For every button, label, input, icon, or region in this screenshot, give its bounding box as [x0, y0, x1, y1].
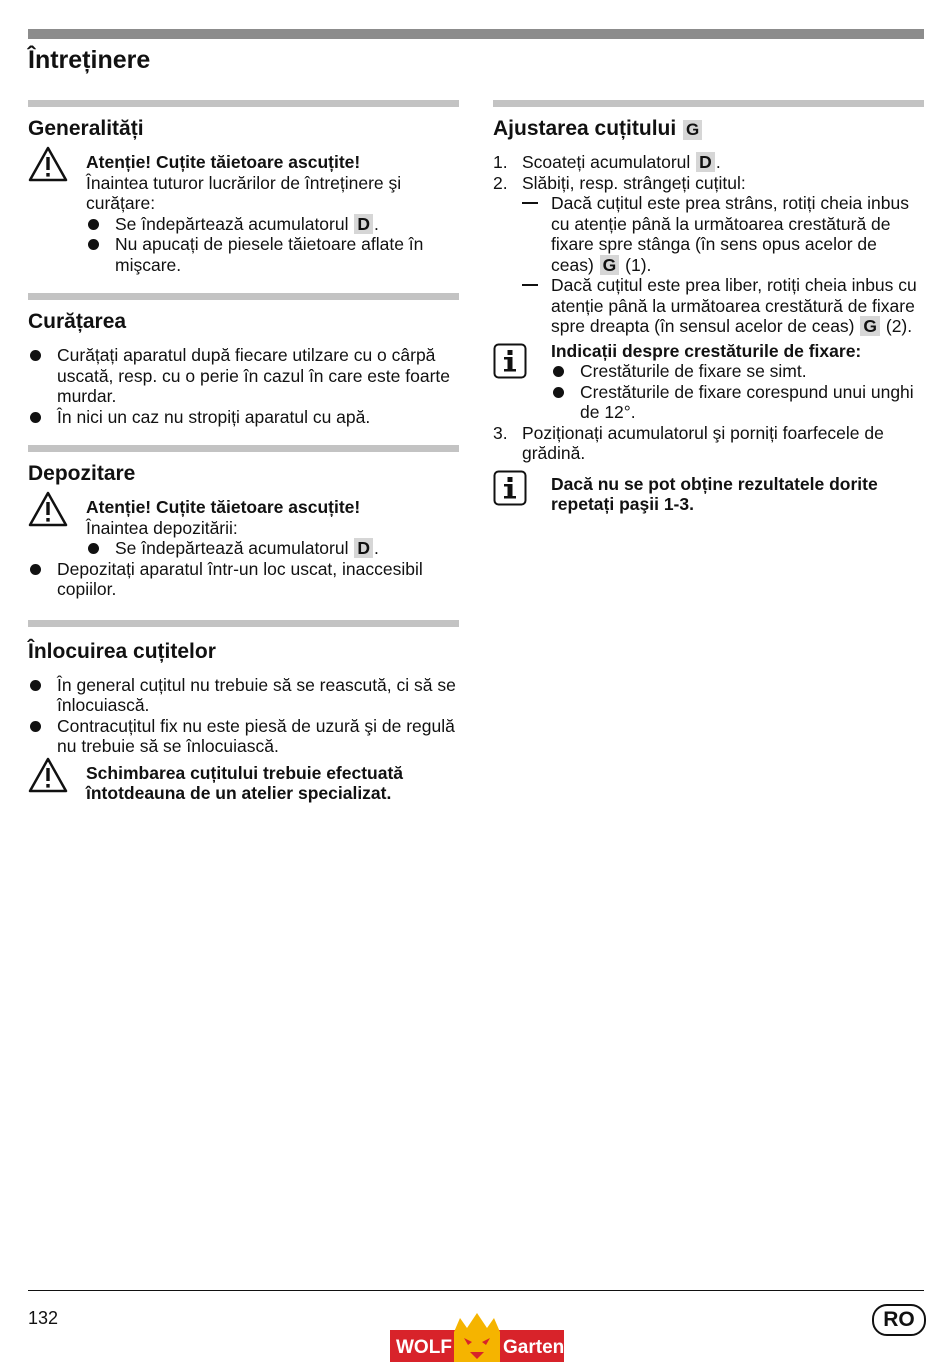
numbered-list [493, 423, 924, 464]
footer-divider [28, 1290, 924, 1291]
list-item: Dacă cuțitul este prea strâns, rotiți cheia inbus cu atenție până la următoarea crestătură de fixare spre stânga (în sens opus acelor de ceas) G (1). [522, 193, 924, 275]
section-inlocuirea [28, 620, 459, 804]
page-title: Întreținere [28, 46, 151, 74]
warning-title: Atenție! Cuțite tăietoare ascuțite! [86, 497, 361, 517]
section-ajustarea [493, 100, 924, 515]
page-number: 132 [28, 1308, 59, 1328]
section-generalitati [28, 100, 459, 275]
bullet-list [28, 559, 459, 600]
logo-text-right: Garten [503, 1337, 564, 1358]
figure-ref-badge: G [860, 316, 880, 336]
list-item: 1. Scoateți acumulatorul D . [493, 152, 721, 172]
info-icon [493, 470, 527, 506]
dash-list [522, 193, 924, 337]
bullet-list [28, 675, 459, 757]
section-curatarea [28, 293, 459, 427]
list-item: Contracuțitul fix nu este piesă de uzură şi de regulă nu trebuie să se înlocuiască. [28, 716, 459, 757]
section-heading: Ajustarea cuțitului G [493, 116, 924, 142]
list-item: În general cuțitul nu trebuie să se reascută, ci să se înlocuiască. [28, 675, 459, 716]
list-item: Se îndepărtează acumulatorul D . [86, 538, 459, 559]
figure-ref-badge: G [600, 255, 620, 275]
warning-intro: Înaintea depozitării: [86, 517, 238, 538]
section-divider [28, 100, 459, 107]
section-divider [28, 445, 459, 452]
section-divider [28, 620, 459, 627]
bullet-list [551, 361, 924, 423]
left-column [28, 100, 459, 804]
bullet-list [28, 345, 459, 427]
info-title: Indicații despre crestăturile de fixare: [551, 340, 862, 361]
info-block [493, 341, 924, 423]
language-badge: RO [872, 1304, 926, 1336]
warning-block [28, 763, 459, 804]
warning-text: Schimbarea cuțitului trebuie efectuată întotdeauna de un atelier specializat. [86, 762, 404, 803]
warning-triangle-icon [28, 146, 68, 182]
right-column [493, 100, 924, 515]
section-depozitare [28, 445, 459, 600]
section-heading: Înlocuirea cuțitelor [28, 639, 216, 663]
info-text: Dacă nu se pot obține rezultatele dorite repetați paşii 1-3. [551, 473, 878, 514]
warning-intro: Înaintea tuturor lucrărilor de întreținere şi curățare: [86, 172, 402, 213]
warning-title: Atenție! Cuțite tăietoare ascuțite! [86, 152, 361, 172]
list-item: Crestăturile de fixare se simt. [551, 361, 924, 382]
list-item: Depozitați aparatul într-un loc uscat, inaccesibil copiilor. [28, 559, 459, 600]
warning-triangle-icon [28, 491, 68, 527]
figure-ref-badge: D [696, 152, 715, 172]
list-item: Dacă cuțitul este prea liber, rotiți cheia inbus cu atenție până la următoarea crestătură de fixare spre dreapta (în sensul acelor de ceas) G (2). [522, 275, 924, 337]
logo-text-left: WOLF [396, 1337, 452, 1358]
numbered-list [493, 152, 924, 337]
bullet-list [86, 214, 459, 276]
info-icon [493, 343, 527, 379]
list-item: 3. Poziționați acumulatorul şi porniți foarfecele de grădină. [493, 422, 884, 463]
info-block [493, 474, 924, 515]
figure-ref-badge: G [683, 120, 702, 140]
list-item: Curățați aparatul după fiecare utilzare cu o cârpă uscată, resp. cu o perie în cazul în care este foarte murdar. [28, 345, 459, 407]
list-item: Se îndepărtează acumulatorul D . [86, 214, 459, 235]
section-divider [28, 293, 459, 300]
list-item: 2. Slăbiți, resp. strângeți cuțitul: Dacă cuțitul este prea strâns, rotiți cheia inbus cu atenție până la următoarea crestătură de fixare spre stânga (în sens opus acelor de ceas) G (1). Dacă cuțitul este prea liber, rotiți cheia inbus cu atenție până la următoarea crestătură de fixare spre dreapta (în sensul acelor de ceas) G (2). [493, 173, 924, 337]
section-divider [493, 100, 924, 107]
section-heading: Generalități [28, 117, 144, 140]
section-heading: Curățarea [28, 310, 127, 333]
list-item: În nici un caz nu stropiți aparatul cu apă. [28, 407, 459, 428]
warning-block [28, 152, 459, 275]
bullet-list [86, 538, 459, 559]
section-heading: Depozitare [28, 462, 136, 485]
figure-ref-badge: D [354, 538, 373, 558]
list-item: Crestăturile de fixare corespund unui unghi de 12°. [551, 382, 924, 423]
warning-triangle-icon [28, 757, 68, 793]
warning-block [28, 497, 459, 559]
top-bar [28, 29, 924, 39]
wolf-garten-logo [390, 1312, 564, 1362]
figure-ref-badge: D [354, 214, 373, 234]
list-item: Nu apucați de piesele tăietoare aflate în mişcare. [86, 234, 459, 275]
